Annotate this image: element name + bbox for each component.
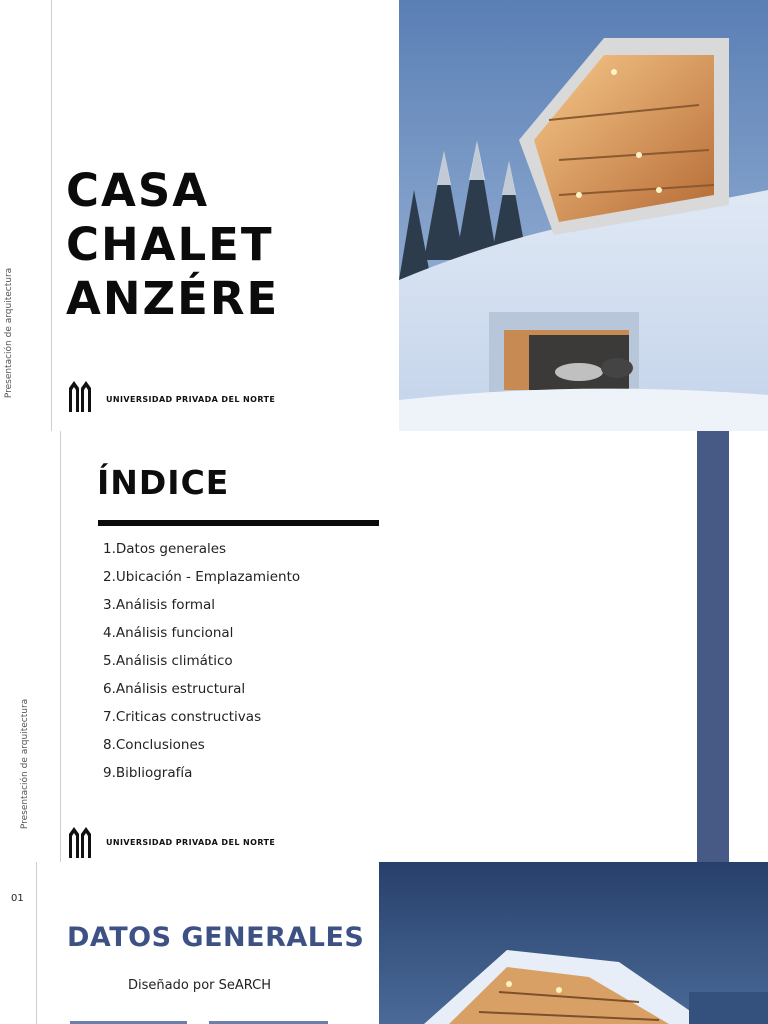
index-item: 9.Bibliografía — [103, 765, 193, 781]
chalet-photo — [399, 0, 768, 431]
index-item: 2.Ubicación - Emplazamiento — [103, 569, 301, 585]
university-name: UNIVERSIDAD PRIVADA DEL NORTE — [106, 838, 276, 847]
side-label: Presentación de arquitectura — [4, 267, 15, 399]
university-logo-icon — [67, 378, 93, 412]
designer-text: Diseñado por SeARCH — [128, 978, 271, 993]
chalet-photo-detail — [379, 862, 768, 1024]
margin-line — [60, 431, 61, 862]
margin-line — [36, 862, 37, 1024]
index-item: 8.Conclusiones — [103, 737, 205, 753]
cover-title-line2: ANZÉRE — [66, 272, 280, 325]
cover-title-line1: CASA CHALET — [66, 164, 274, 271]
index-title: ÍNDICE — [97, 463, 230, 502]
title-underline — [98, 520, 379, 526]
index-item: 4.Análisis funcional — [103, 625, 234, 641]
slide-cover — [0, 0, 768, 431]
index-item: 1.Datos generales — [103, 541, 227, 557]
slide-general-data — [0, 862, 768, 1024]
accent-bar — [697, 431, 729, 862]
margin-line — [51, 0, 52, 431]
slide-index — [0, 431, 768, 862]
index-item: 6.Análisis estructural — [103, 681, 246, 697]
slide-number: 01 — [11, 893, 24, 904]
cover-title — [66, 164, 396, 326]
section-title: DATOS GENERALES — [67, 922, 365, 953]
index-list — [103, 535, 300, 787]
side-label: Presentación de arquitectura — [20, 698, 31, 830]
index-item: 5.Análisis climático — [103, 653, 233, 669]
index-item: 7.Criticas constructivas — [103, 709, 262, 725]
university-logo-icon — [67, 824, 93, 858]
university-name: UNIVERSIDAD PRIVADA DEL NORTE — [106, 395, 276, 404]
index-item: 3.Análisis formal — [103, 597, 216, 613]
